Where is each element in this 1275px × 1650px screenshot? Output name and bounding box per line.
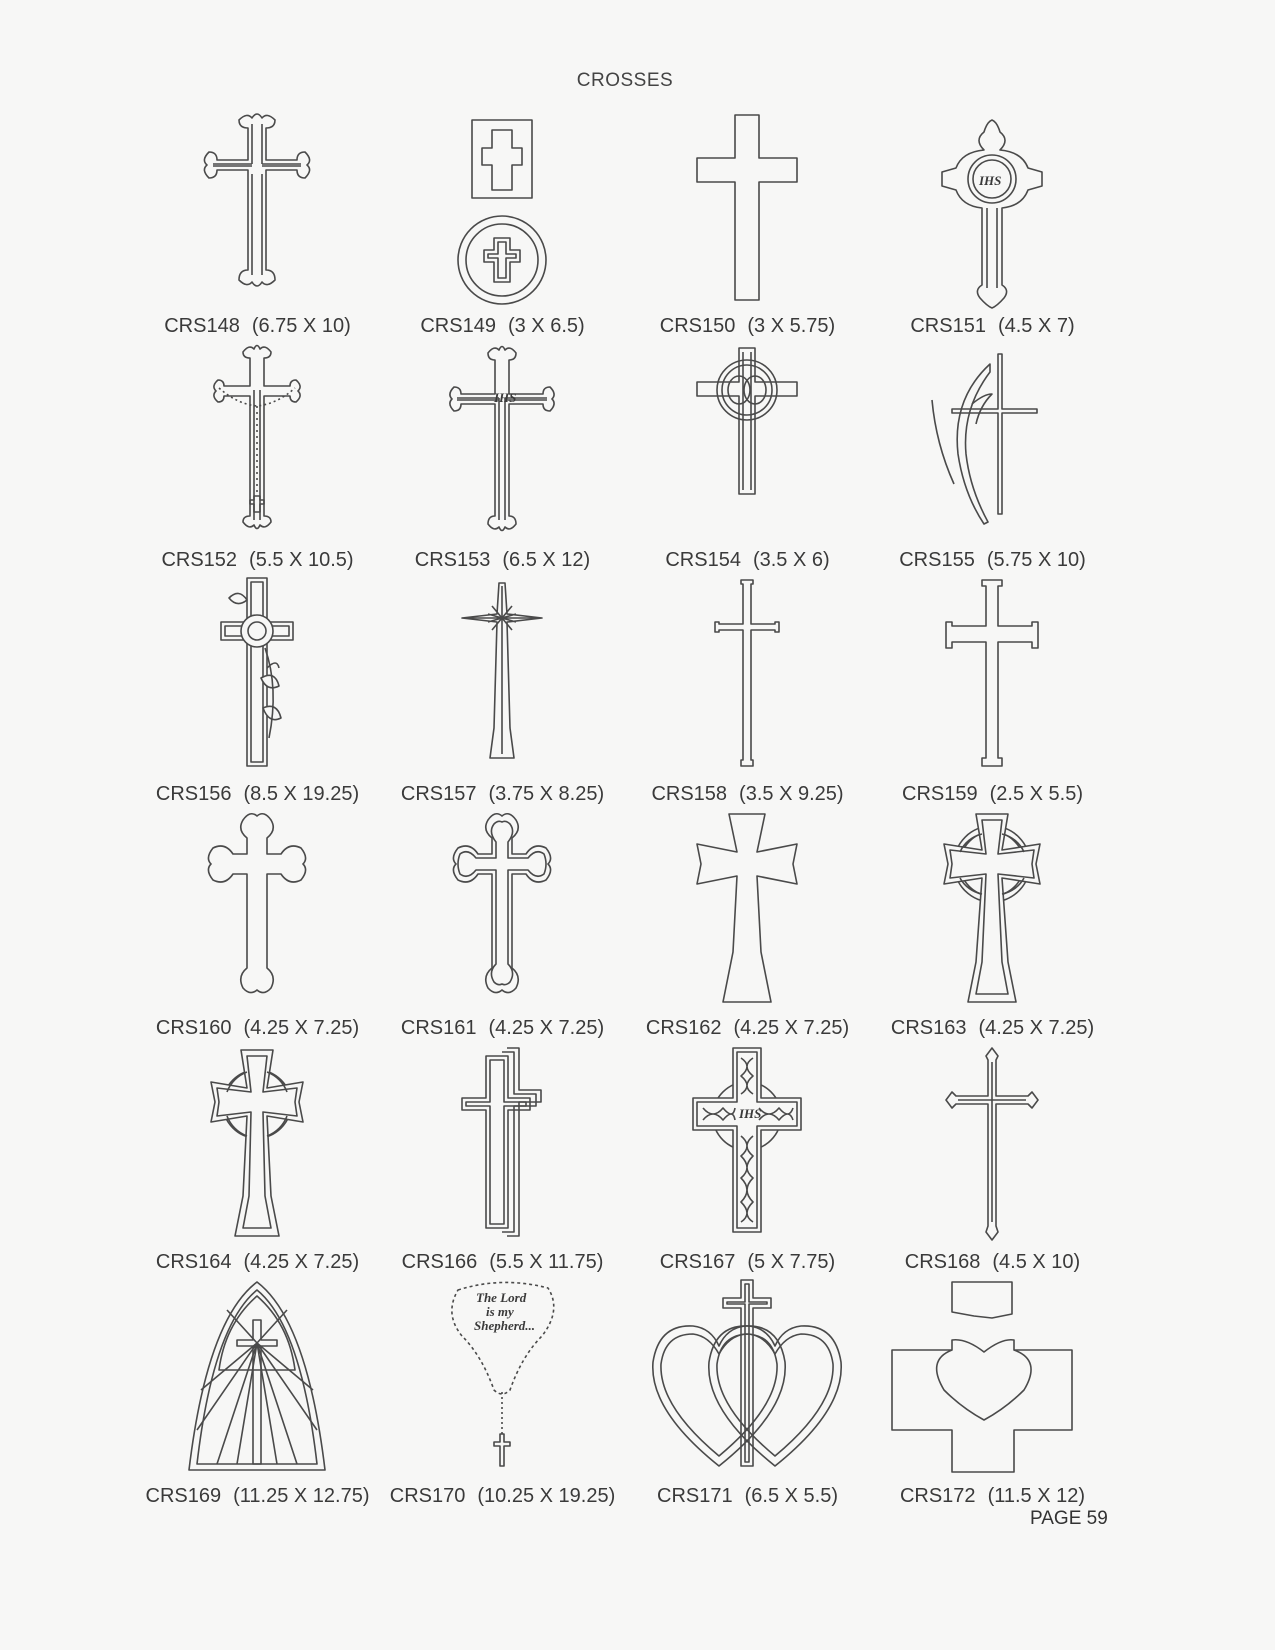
item-size: (6.5 X 5.5) [744,1485,838,1507]
catalog-item-crs154 [625,344,870,578]
item-label [625,1251,870,1274]
item-label [380,1017,625,1040]
item-code: CRS155 [899,549,975,571]
item-code: CRS157 [400,783,477,805]
item-label [625,1017,870,1040]
page-title: CROSSES [576,70,674,91]
catalog-item-crs159 [870,578,1115,812]
catalog-item-crs148 [135,110,380,344]
item-size: (11.25 X 12.75) [233,1485,370,1507]
item-size: (4.5 X 10) [992,1251,1081,1273]
hearts-cross-icon [647,1280,847,1485]
item-size: (3 X 5.75) [747,315,836,337]
item-label [870,783,1115,806]
item-size: (4.25 X 7.25) [243,1017,360,1039]
budded-cross-icon [157,110,357,315]
item-label [380,1251,625,1274]
catalog-item-crs155 [870,344,1115,578]
catalog-item-crs164 [135,1046,380,1280]
pointed-cross-icon [892,1046,1092,1251]
item-size: (2.5 X 5.5) [989,783,1083,805]
catalog-item-crs156 [135,578,380,812]
catalog-item-crs150 [625,110,870,344]
cross-and-flame-icon [892,344,1092,549]
floral-cross-icon [157,578,357,783]
celtic-cross-icon [892,812,1092,1017]
item-code: CRS154 [665,549,741,571]
item-label [135,1017,380,1040]
celtic-flared-cross-icon [157,1046,357,1251]
item-label [870,1251,1115,1274]
item-label [380,315,625,338]
cross-catalog-grid [135,110,1115,1530]
item-label [870,315,1115,338]
item-size: (6.5 X 12) [502,549,591,571]
knotwork-cross-icon [647,1046,847,1251]
page-number: PAGE 59 [1030,1508,1108,1529]
flared-serif-cross-icon [892,578,1092,783]
catalog-item-crs162 [625,812,870,1046]
heart-cross-icon [892,1280,1092,1485]
shepherd-line-3: Shepherd... [474,1318,536,1333]
catalog-item-crs168 [870,1046,1115,1280]
catalog-item-crs167 [625,1046,870,1280]
botonee-cross-icon [157,812,357,1017]
item-label [625,315,870,338]
item-code: CRS167 [659,1251,736,1273]
ihs-budded-cross-icon [402,344,602,549]
item-label [135,549,380,572]
item-label [625,549,870,572]
shepherd-rosary-icon [402,1280,602,1485]
shepherd-line-1: The Lord [476,1290,527,1305]
item-size: (3.5 X 6) [752,549,830,571]
catalog-item-crs161 [380,812,625,1046]
item-code: CRS166 [401,1251,478,1273]
catalog-item-crs169 [135,1280,380,1514]
item-size: (5.5 X 11.75) [489,1251,604,1273]
square-and-circle-cross-icon [402,110,602,315]
item-label [135,1251,380,1274]
item-size: (4.25 X 7.25) [733,1017,850,1039]
radiant-tapered-cross-icon [402,578,602,783]
item-code: CRS168 [904,1251,981,1273]
item-code: CRS164 [155,1251,232,1273]
catalog-item-crs153 [380,344,625,578]
item-code: CRS152 [161,549,238,571]
item-label [380,1485,625,1508]
item-label [625,1485,870,1508]
item-label [870,1017,1115,1040]
item-code: CRS156 [155,783,232,805]
item-size: (3.5 X 9.25) [739,783,844,805]
item-size: (5.75 X 10) [986,549,1086,571]
item-code: CRS169 [145,1485,222,1507]
item-code: CRS159 [902,783,978,805]
flared-cross-icon [647,812,847,1017]
item-size: (5.5 X 10.5) [249,549,354,571]
item-label [870,549,1115,572]
item-code: CRS149 [420,315,496,337]
rosary-cross-icon [157,344,357,549]
catalog-item-crs171 [625,1280,870,1514]
item-size: (4.25 X 7.25) [243,1251,360,1273]
catalog-item-crs158 [625,578,870,812]
item-label [135,783,380,806]
catalog-item-crs160 [135,812,380,1046]
item-code: CRS170 [389,1485,466,1507]
catalog-item-crs166 [380,1046,625,1280]
ihs-cross-icon [892,110,1092,315]
item-label [625,783,870,806]
item-code: CRS162 [645,1017,722,1039]
ihs-inscription: IHS [979,173,1002,188]
triple-outline-cross-icon [402,1046,602,1251]
item-code: CRS163 [890,1017,967,1039]
stained-glass-cross-icon [157,1280,357,1485]
plain-cross-icon [647,110,847,315]
item-size: (4.5 X 7) [997,315,1075,337]
item-label [870,1485,1115,1508]
double-line-botonee-cross-icon [402,812,602,1017]
catalog-item-crs149 [380,110,625,344]
wedding-rings-cross-icon [647,344,847,549]
item-code: CRS171 [657,1485,733,1507]
item-size: (6.75 X 10) [251,315,351,337]
catalog-item-crs157 [380,578,625,812]
item-code: CRS172 [899,1485,976,1507]
item-size: (11.5 X 12) [987,1485,1086,1507]
item-code: CRS151 [910,315,986,337]
item-size: (5 X 7.75) [747,1251,836,1273]
ihs-inscription: IHS [494,390,517,405]
item-label [380,783,625,806]
catalog-item-crs163 [870,812,1115,1046]
item-size: (4.25 X 7.25) [978,1017,1095,1039]
item-label [135,1485,380,1508]
item-code: CRS158 [651,783,728,805]
catalog-item-crs172 [870,1280,1115,1514]
item-label [135,315,380,338]
shepherd-line-2: is my [486,1304,514,1319]
item-code: CRS148 [164,315,240,337]
item-size: (10.25 X 19.25) [477,1485,616,1507]
item-label [380,549,625,572]
catalog-item-crs170 [380,1280,625,1514]
item-code: CRS160 [155,1017,232,1039]
item-code: CRS150 [659,315,736,337]
item-code: CRS161 [400,1017,477,1039]
item-size: (3 X 6.5) [507,315,585,337]
ihs-inscription: IHS [739,1106,762,1121]
catalog-item-crs152 [135,344,380,578]
item-size: (4.25 X 7.25) [488,1017,605,1039]
slender-cross-icon [647,578,847,783]
item-code: CRS153 [414,549,491,571]
item-size: (8.5 X 19.25) [243,783,360,805]
item-size: (3.75 X 8.25) [488,783,605,805]
catalog-item-crs151 [870,110,1115,344]
